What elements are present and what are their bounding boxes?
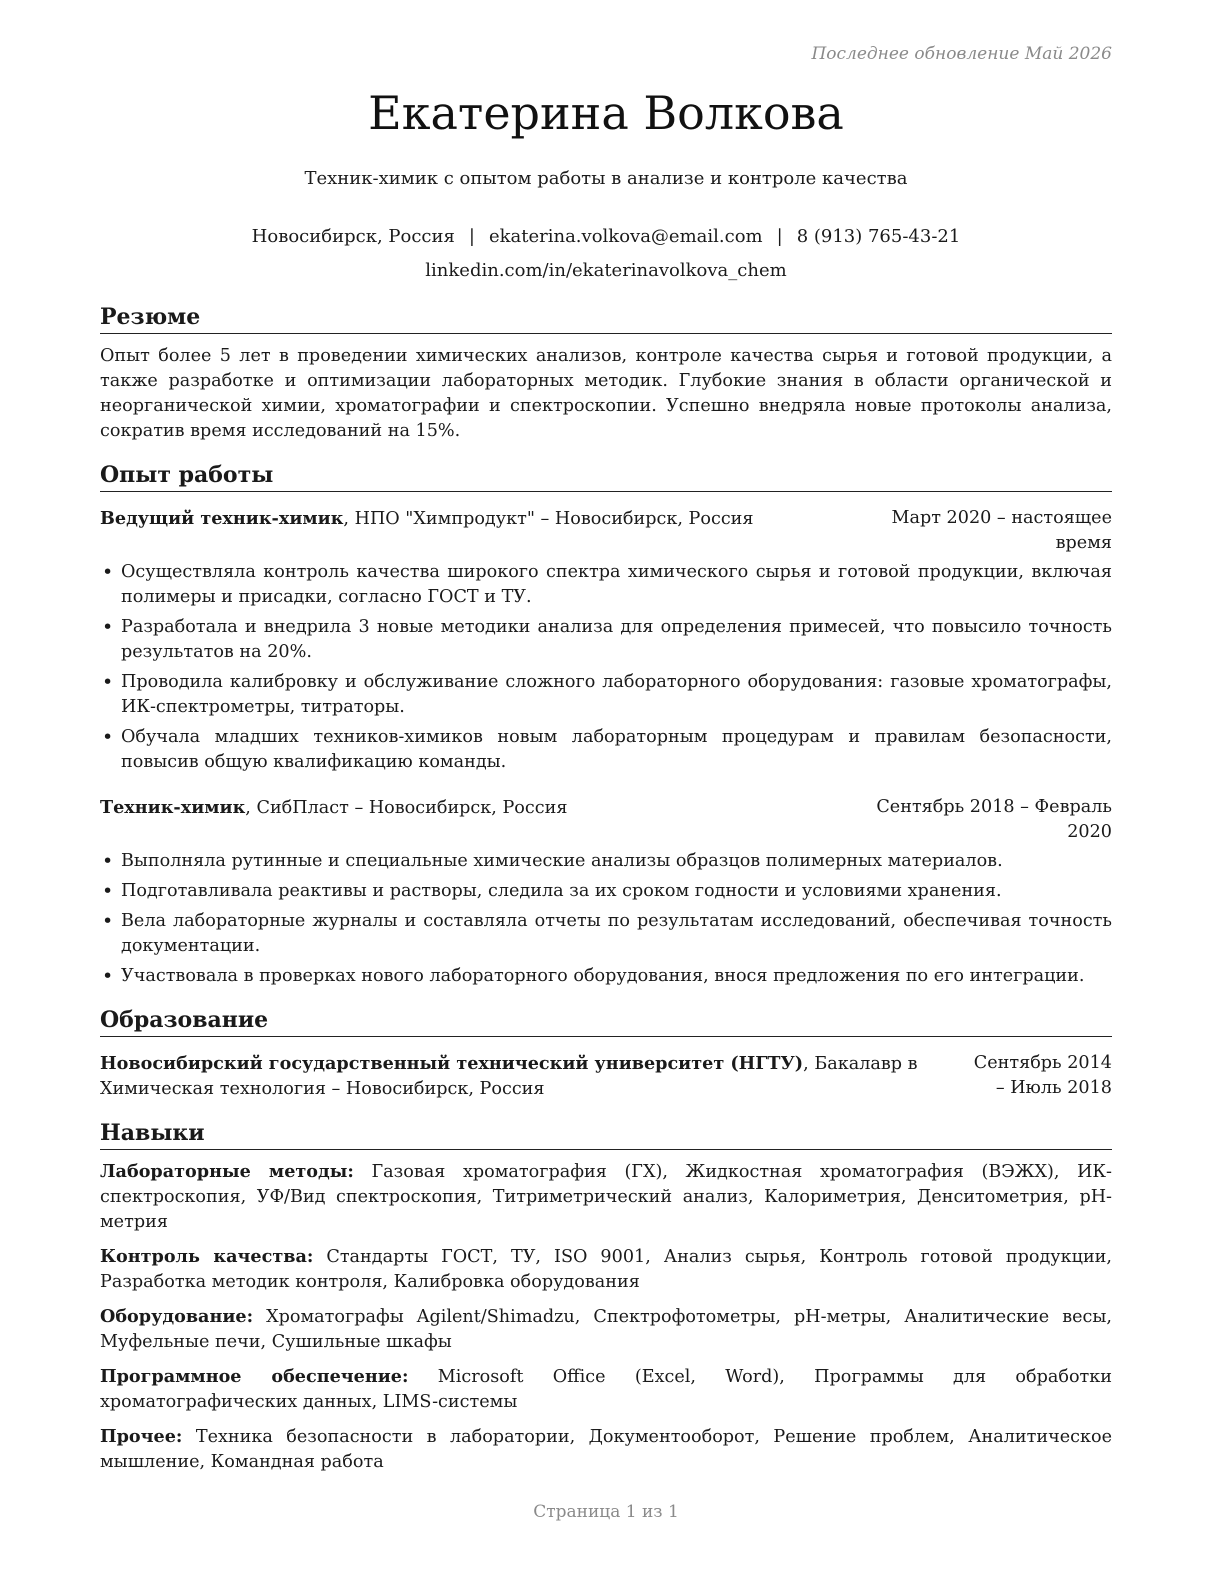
skill-label: Лабораторные методы: [100,1161,354,1182]
skill-text: Техника безопасности в лаборатории, Документооборот, Решение проблем, Аналитическое мышление, Командная работа [100,1427,1112,1472]
skill-text: Microsoft Office (Excel, Word), Программы для обработки хроматографических данных, LIMS-системы [100,1367,1112,1412]
degree: , Бакалавр в Химическая технология – Новосибирск, Россия [100,1054,918,1099]
job-header [100,506,1112,556]
education-dates: Сентябрь 2014 – Июль 2018 [973,1053,1112,1098]
skill-text: Газовая хроматография (ГХ), Жидкостная хроматография (ВЭЖХ), ИК-спектроскопия, УФ/Вид спектроскопия, Титриметрический анализ, Калориметрия, Денситометрия, pH-метрия [100,1162,1112,1232]
list-item: • Проводила калибровку и обслуживание сложного лабораторного оборудования: газовые хроматографы, ИК-спектрометры, титраторы. [100,670,1112,720]
location: Новосибирск, Россия [251,226,455,247]
contact-line-1 [100,220,1112,254]
page-number: Страница 1 из 1 [533,1502,679,1522]
skill-group [100,1424,1112,1475]
job-title-line [100,795,872,821]
list-item: • Вела лабораторные журналы и составляла отчеты по результатам исследований, обеспечивая точность документации. [100,909,1112,959]
skill-label: Оборудование: [100,1306,254,1327]
job-dates: Сентябрь 2018 – Февраль 2020 [876,797,1112,842]
candidate-name: Екатерина Волкова [368,86,844,140]
education-line [100,1051,962,1102]
skills-section [100,1118,1112,1475]
job-company: , НПО "Химпродукт" – Новосибирск, Россия [343,509,754,529]
job-title-line [100,506,872,532]
phone: 8 (913) 765-43-21 [796,226,961,247]
skill-group [100,1364,1112,1415]
separator: | [468,226,475,247]
skill-label: Прочее: [100,1426,183,1447]
linkedin-link[interactable]: linkedin.com/in/ekaterinavolkova_chem [425,260,787,281]
education-entry [100,1051,1112,1102]
skill-group [100,1304,1112,1355]
list-item: • Участвовала в проверках нового лабораторного оборудования, внося предложения по его интеграции. [100,964,1112,989]
list-item: • Подготавливала реактивы и растворы, следила за их сроком годности и условиями хранения. [100,879,1112,904]
summary-text: Опыт более 5 лет в проведении химических анализов, контроле качества сырья и готовой продукции, а также разработке и оптимизации лабораторных методик. Глубокие знания в области органической и неорганической химии, хроматографии и спектроскопии. Успешно внедряла новые протоколы анализа, сократив время исследований на 15%. [100,346,1112,441]
experience-section [100,460,1112,989]
section-title-experience: Опыт работы [100,460,1112,492]
institution: Новосибирский государственный технический университет (НГТУ) [100,1053,804,1074]
separator: | [776,226,783,247]
skill-label: Контроль качества: [100,1246,314,1267]
section-title-education: Образование [100,1005,1112,1037]
skill-text: Стандарты ГОСТ, ТУ, ISO 9001, Анализ сырья, Контроль готовой продукции, Разработка методик контроля, Калибровка оборудования [100,1247,1113,1292]
skill-group [100,1244,1112,1295]
skill-text: Хроматографы Agilent/Shimadzu, Спектрофотометры, pH-метры, Аналитические весы, Муфельные печи, Сушильные шкафы [100,1307,1112,1352]
last-updated: Последнее обновление Май 2026 [811,44,1112,64]
list-item: • Выполняла рутинные и специальные химические анализы образцов полимерных материалов. [100,849,1112,874]
education-section [100,1005,1112,1102]
section-title-skills: Навыки [100,1118,1112,1150]
job-position: Техник-химик [100,797,246,818]
list-item: • Обучала младших техников-химиков новым лабораторным процедурам и правилам безопасности, повысив общую квалификацию команды. [100,725,1112,775]
list-item: • Осуществляла контроль качества широкого спектра химического сырья и готовой продукции, включая полимеры и присадки, согласно ГОСТ и ТУ. [100,560,1112,610]
section-title-summary: Резюме [100,302,1112,334]
tagline: Техник-химик с опытом работы в анализе и контроле качества [304,168,908,189]
skill-group [100,1159,1112,1235]
job-bullets [100,560,1112,775]
list-item: • Разработала и внедрила 3 новые методики анализа для определения примесей, что повысило точность результатов на 20%. [100,615,1112,665]
job-dates: Март 2020 – настоящее время [891,508,1112,553]
resume-content [100,302,1112,1475]
job-position: Ведущий техник-химик [100,508,344,529]
contact-info [100,220,1112,288]
job-bullets [100,849,1112,989]
summary-section [100,302,1112,444]
skill-label: Программное обеспечение: [100,1366,409,1387]
email-link[interactable]: ekaterina.volkova@email.com [488,226,763,247]
job-header [100,795,1112,845]
job-company: , СибПласт – Новосибирск, Россия [245,798,568,818]
